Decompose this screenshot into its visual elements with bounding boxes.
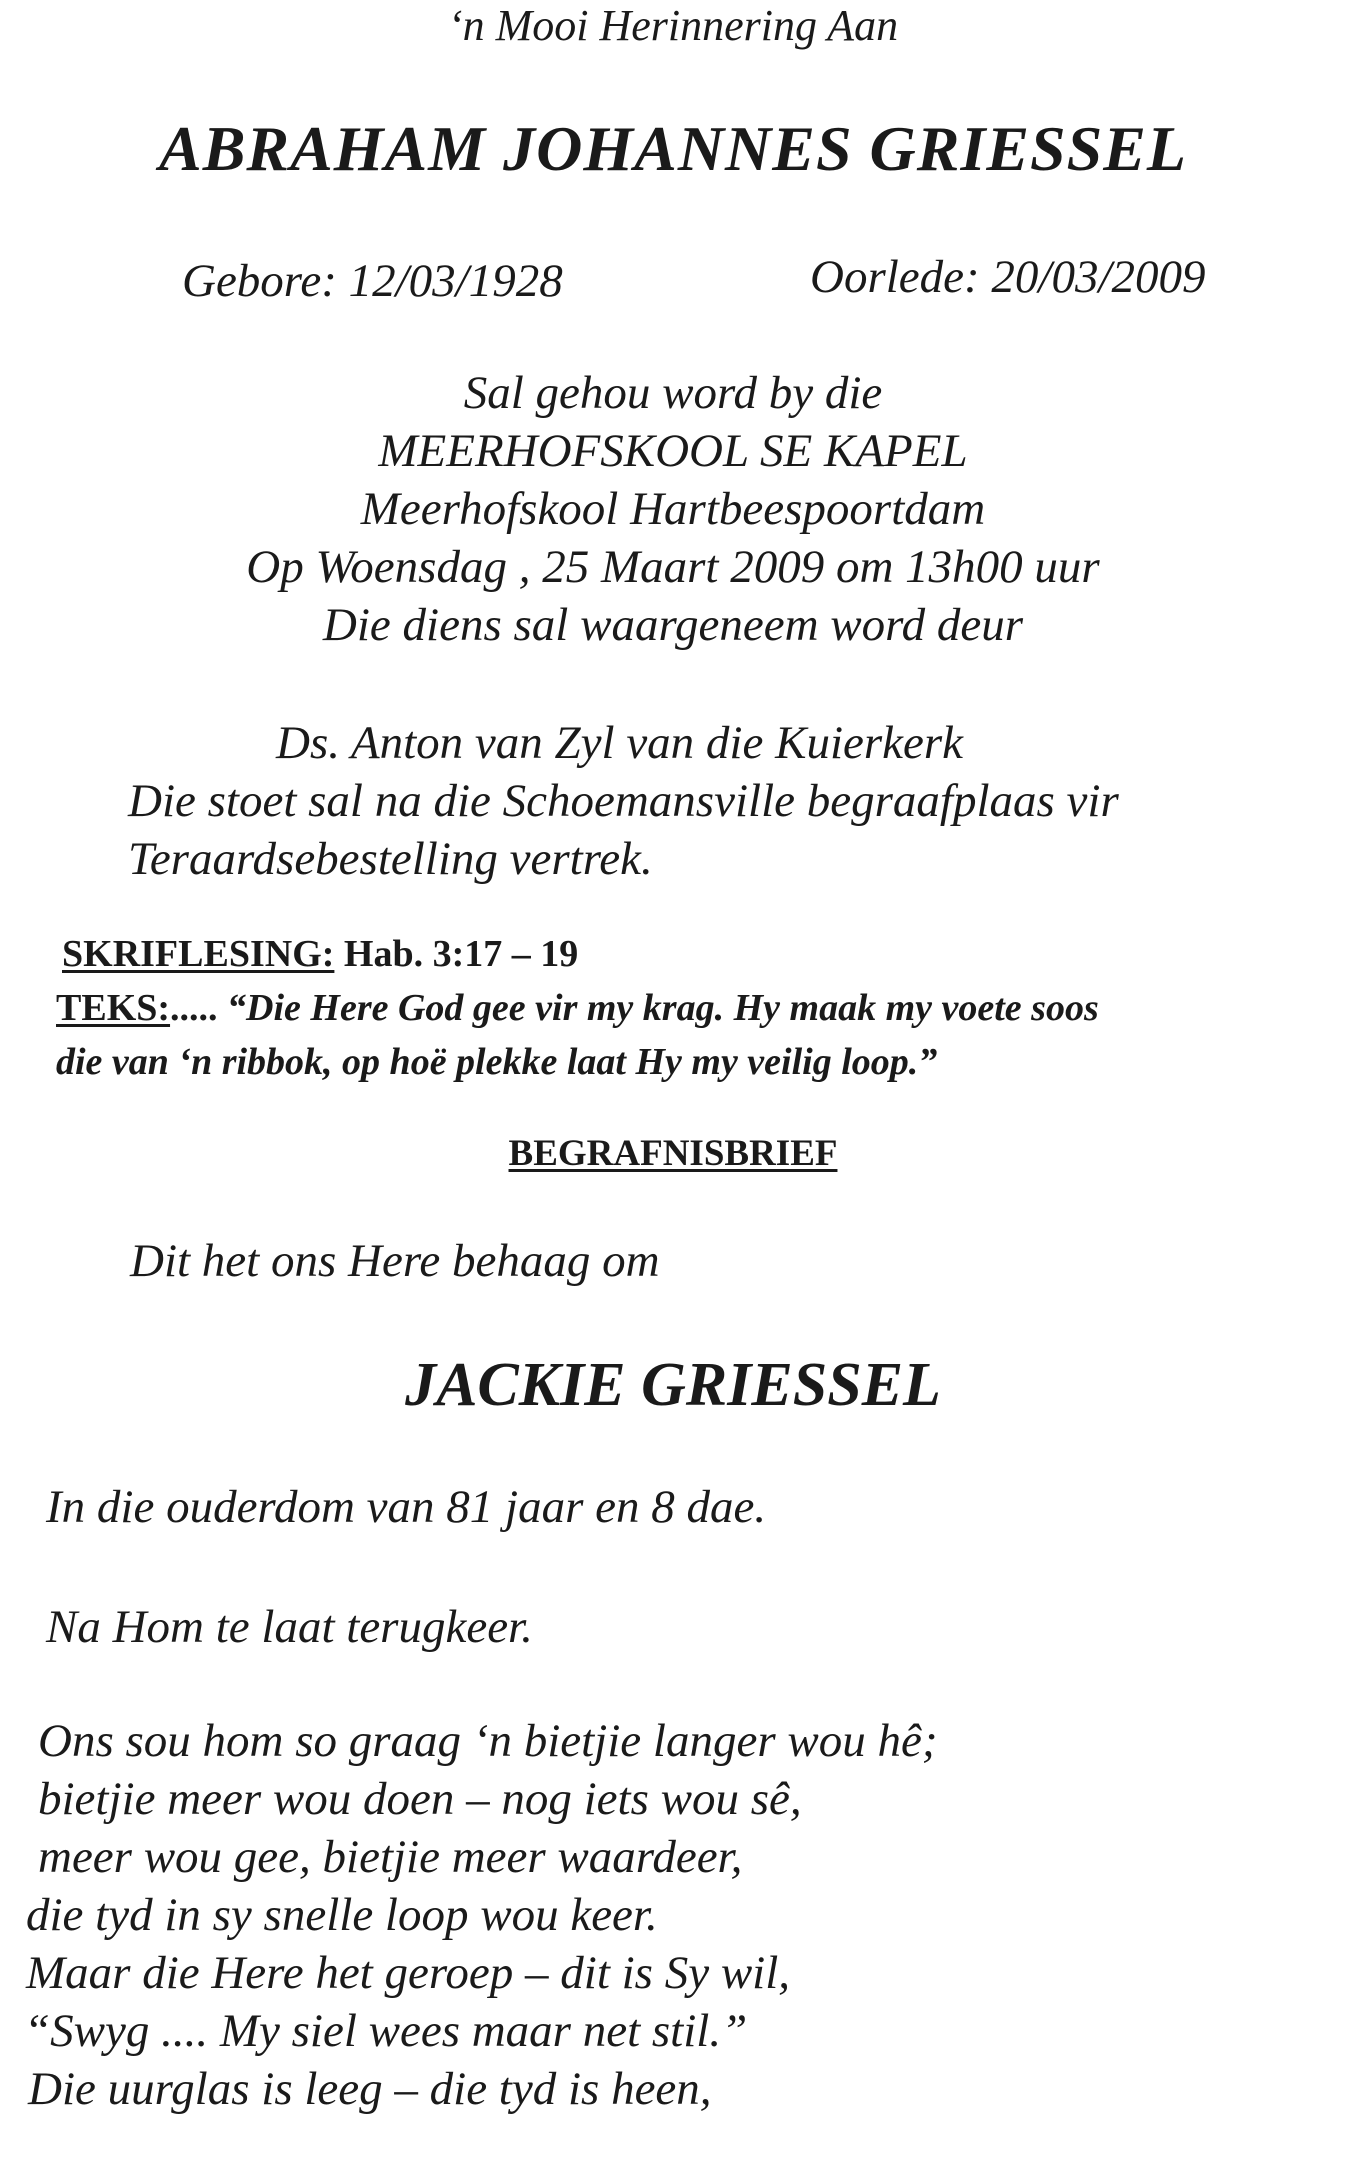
- scripture-reading-value: Hab. 3:17 – 19: [343, 933, 579, 975]
- deceased-known-name: JACKIE GRIESSEL: [405, 1351, 941, 1419]
- text-label: TEKS:: [56, 987, 171, 1029]
- scripture-reading: [62, 932, 578, 976]
- deceased-full-name: ABRAHAM JOHANNES GRIESSEL: [159, 113, 1187, 184]
- poem-line: bietjie meer wou doen – nog iets wou sê,: [38, 1773, 802, 1825]
- poem-line: meer wou gee, bietjie meer waardeer,: [38, 1831, 743, 1883]
- letter-opening: Dit het ons Here behaag om: [130, 1235, 660, 1287]
- poem-line: Maar die Here het geroep – dit is Sy wil,: [26, 1947, 791, 1999]
- service-line: Op Woensdag , 25 Maart 2009 om 13h00 uur: [246, 541, 1100, 593]
- service-line: Meerhofskool Hartbeespoortdam: [360, 483, 986, 535]
- text-dots: .....: [170, 987, 218, 1029]
- letter-heading-text: BEGRAFNISBRIEF: [508, 1133, 838, 1174]
- return-line: Na Hom te laat terugkeer.: [46, 1601, 533, 1653]
- death-date: Oorlede: 20/03/2009: [810, 251, 1206, 303]
- letter-heading: [0, 1132, 1346, 1175]
- poem-line: “Swyg .... My siel wees maar net stil.”: [24, 2005, 748, 2057]
- birth-date: Gebore: 12/03/1928: [182, 255, 563, 307]
- intro-line: ‘n Mooi Herinnering Aan: [447, 1, 899, 50]
- poem-line: die tyd in sy snelle loop wou keer.: [26, 1889, 658, 1941]
- poem-line: Die uurglas is leeg – die tyd is heen,: [28, 2063, 712, 2115]
- procession-line: Die stoet sal na die Schoemansville begraafplaas vir: [128, 775, 1119, 827]
- service-line: Die diens sal waargeneem word deur: [322, 599, 1024, 651]
- service-line: Sal gehou word by die: [463, 367, 883, 419]
- procession-line: Teraardsebestelling vertrek.: [128, 833, 653, 885]
- scripture-reading-label: SKRIFLESING:: [62, 933, 335, 975]
- service-line: MEERHOFSKOOL SE KAPEL: [378, 425, 968, 477]
- text-verse-part-1: “Die Here God gee vir my krag. Hy maak my voete soos: [227, 987, 1099, 1029]
- text-line-1: [56, 986, 1099, 1030]
- text-verse-part-2: die van ‘n ribbok, op hoë plekke laat Hy my veilig loop.”: [56, 1041, 938, 1083]
- poem-line: Ons sou hom so graag ‘n bietjie langer wou hê;: [38, 1715, 938, 1767]
- age-line: In die ouderdom van 81 jaar en 8 dae.: [46, 1481, 767, 1533]
- minister-line: Ds. Anton van Zyl van die Kuierkerk: [276, 717, 964, 769]
